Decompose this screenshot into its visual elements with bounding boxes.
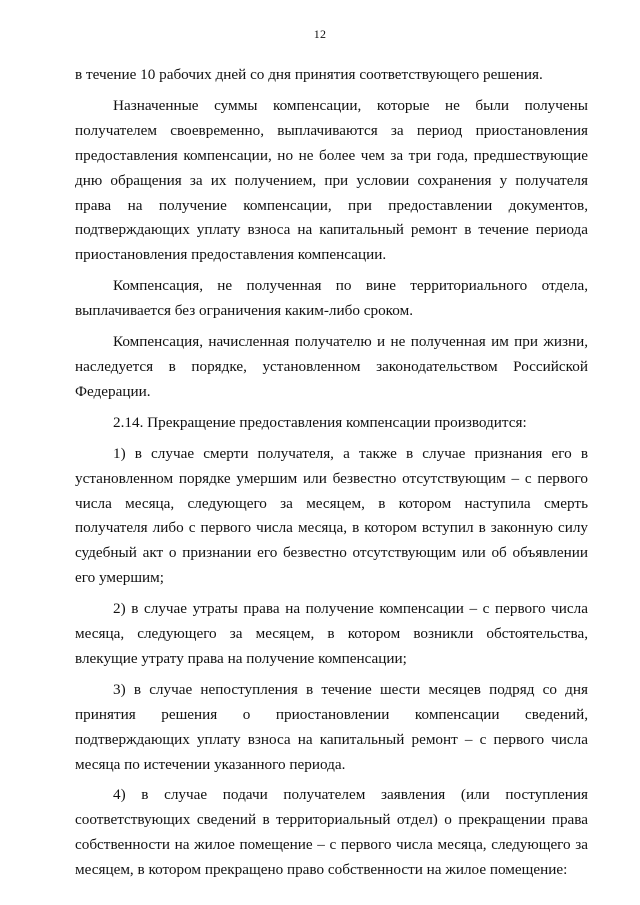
list-item-2: 2) в случае утраты права на получение компенсации – с первого числа месяца, следующего за месяцем, в котором возникли обстоятельства, влекущие утрату права на получение компенсации; bbox=[75, 600, 588, 667]
list-item-3: 3) в случае непоступления в течение шести месяцев подряд со дня принятия решения о приостановлении компенсации сведений, подтверждающих уплату взноса на капитальный ремонт – с первого числа месяца по истечении указанного периода. bbox=[75, 680, 588, 773]
page-number: 12 bbox=[313, 27, 327, 41]
list-item-4: 4) в случае подачи получателем заявления (или поступления соответствующих сведений в территориальный отдел) о прекращении права собственности на жилое помещение – с первого числа месяца, следующего за месяцем, в котором прекращено право собственности на жилое помещение: bbox=[75, 786, 588, 879]
document-body bbox=[75, 63, 588, 889]
list-item-1: 1) в случае смерти получателя, а также в случае признания его в установленном порядке умершим или безвестно отсутствующим – с первого числа месяца, следующего за месяцем, в котором наступила смерть получателя либо с первого числа месяца, в котором вступил в законную силу судебный акт о признании его безвестно отсутствующим или об объявлении его умершим; bbox=[75, 444, 588, 587]
paragraph-inheritance: Компенсация, начисленная получателю и не полученная им при жизни, наследуется в порядке, установленном законодательством Российской Федерации. bbox=[75, 333, 588, 400]
section-heading-2-14: 2.14. Прекращение предоставления компенсации производится: bbox=[113, 413, 527, 431]
paragraph-unpaid-compensation: Назначенные суммы компенсации, которые не были получены получателем своевременно, выплачиваются за период приостановления предоставления компенсации, но не более чем за три года, предшествующие дню обращения за их получением, при условии сохранения у получателя права на получение компенсации, при предоставлении документов, подтверждающих уплату взноса на капитальный ремонт в течение периода приостановления предоставления компенсации. bbox=[75, 96, 588, 264]
paragraph-continuation: в течение 10 рабочих дней со дня принятия соответствующего решения. bbox=[75, 66, 543, 83]
paragraph-no-time-limit: Компенсация, не полученная по вине территориального отдела, выплачивается без ограничения каким-либо сроком. bbox=[75, 277, 588, 320]
